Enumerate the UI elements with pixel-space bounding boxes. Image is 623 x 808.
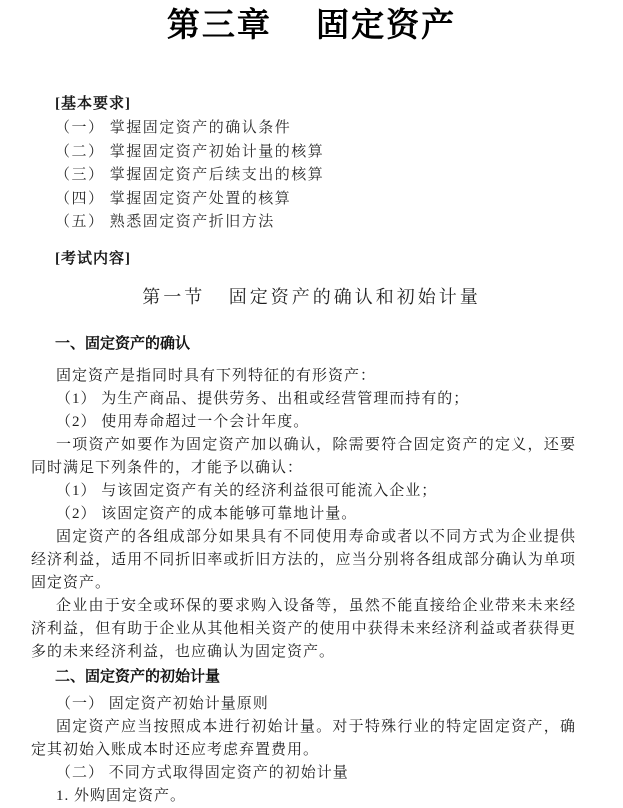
basic-requirements-list [55, 117, 583, 235]
basic-requirements-label: [基本要求] [55, 96, 131, 112]
paragraph: （二） 不同方式取得固定资产的初始计量 [56, 764, 349, 781]
paragraph: （2） 该固定资产的成本能够可靠地计量。 [56, 505, 358, 522]
chapter-title [0, 0, 623, 46]
paragraph: （一） 固定资产初始计量原则 [56, 695, 269, 712]
paragraph: 一项资产如要作为固定资产加以确认，除需要符合固定资产的定义，还要同时满足下列条件的，才能予以确认： [31, 436, 576, 476]
paragraph: （2） 使用寿命超过一个会计年度。 [56, 413, 310, 430]
part1-paragraphs [31, 365, 576, 664]
part1-heading: 一、固定资产的确认 [55, 333, 191, 352]
paragraph: 固定资产应当按照成本进行初始计量。对于特殊行业的特定固定资产，确定其初始入账成本时还应考虑弃置费用。 [31, 718, 576, 758]
section-number: 第一节 [142, 286, 206, 307]
part2-heading: 二、固定资产的初始计量 [55, 666, 221, 685]
front-matter [55, 94, 583, 270]
paragraph: 固定资产是指同时具有下列特征的有形资产： [56, 367, 377, 384]
section-name: 固定资产的确认和初始计量 [228, 286, 481, 307]
chapter-name: 固定资产 [316, 8, 457, 44]
paragraph: 固定资产的各组成部分如果具有不同使用寿命或者以不同方式为企业提供经济利益，适用不同折旧率或折旧方法的，应当分别将各组成部分确认为单项固定资产。 [31, 528, 576, 591]
exam-content-label: [考试内容] [55, 250, 131, 267]
basic-requirement-item: （四） 掌握固定资产处置的核算 [55, 190, 292, 207]
section-title [0, 285, 623, 309]
part2-paragraphs [31, 693, 576, 808]
basic-requirement-item: （一） 掌握固定资产的确认条件 [55, 120, 292, 136]
basic-requirement-item: （二） 掌握固定资产初始计量的核算 [55, 143, 325, 160]
basic-requirement-item: （三） 掌握固定资产后续支出的核算 [55, 167, 325, 183]
paragraph: （1） 为生产商品、提供劳务、出租或经营管理而持有的； [56, 390, 470, 407]
chapter-number: 第三章 [166, 8, 272, 44]
paragraph: 企业由于安全或环保的要求购入设备等，虽然不能直接给企业带来未来经济利益，但有助于企业从其他相关资产的使用中获得未来经济利益或者获得更多的未来经济利益，也应确认为固定资产。 [31, 597, 576, 660]
basic-requirement-item: （五） 熟悉固定资产折旧方法 [55, 214, 275, 230]
section-content [0, 333, 623, 808]
paragraph: 1. 外购固定资产。 [56, 787, 187, 804]
paragraph: （1） 与该固定资产有关的经济利益很可能流入企业； [56, 482, 438, 499]
